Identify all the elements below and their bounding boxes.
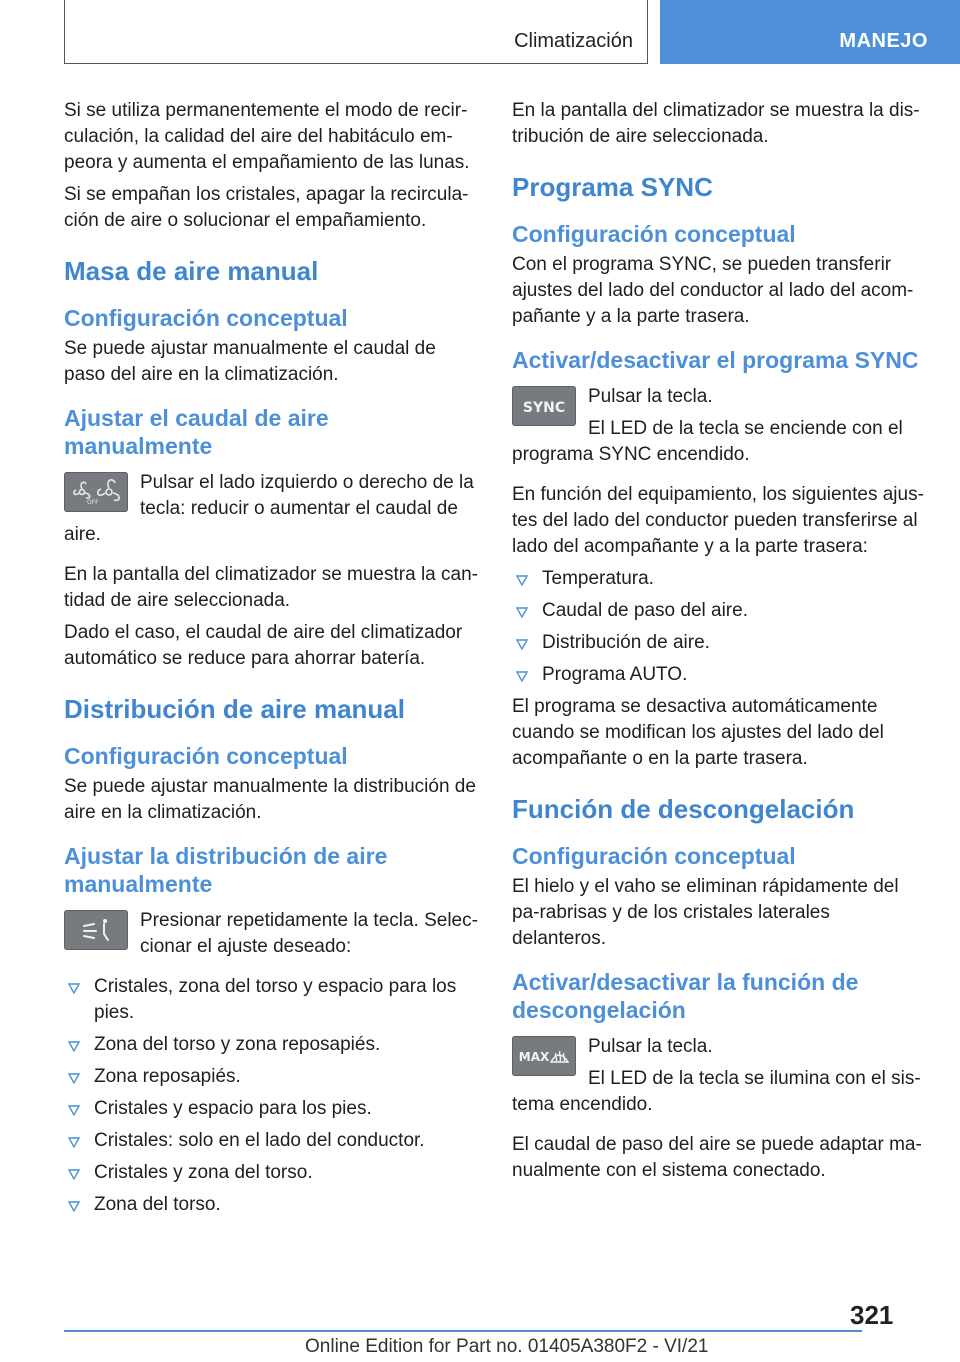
- heading-configuracion-conceptual: Configuración conceptual: [64, 743, 348, 769]
- paragraph: Pulsar el lado izquierdo o derecho de la tecla: reducir o aumentar el caudal de aire.: [64, 472, 474, 545]
- list-item: Cristales: solo en el lado del conductor.: [64, 1128, 478, 1154]
- max-defrost-key-icon: [512, 1036, 576, 1076]
- heading-activar-descongelacion: Activar/desactivar la función de descongelación: [512, 969, 859, 1023]
- paragraph: Se puede ajustar manualmente la distribución de aire en la climatización.: [64, 776, 476, 823]
- triangle-bullet-icon: [68, 1168, 80, 1180]
- paragraph: El caudal de paso del aire se puede adaptar ma-nualmente con el sistema conectado.: [512, 1134, 922, 1181]
- heading-configuracion-conceptual: Configuración conceptual: [512, 843, 796, 869]
- right-column: [512, 98, 928, 1190]
- triangle-bullet-icon: [68, 1136, 80, 1148]
- triangle-bullet-icon: [516, 670, 528, 682]
- paragraph: El LED de la tecla se ilumina con el sis-tema encendido.: [512, 1068, 921, 1115]
- header-chapter-label: MANEJO: [839, 30, 928, 52]
- triangle-bullet-icon: [68, 1072, 80, 1084]
- list-item: Cristales y zona del torso.: [64, 1160, 478, 1186]
- paragraph: Dado el caso, el caudal de aire del climatizador automático se reduce para ahorrar batería.: [64, 622, 463, 669]
- list-item: Zona del torso.: [64, 1192, 478, 1218]
- heading-funcion-descongelacion: Función de descongelación: [512, 794, 855, 824]
- left-column: [64, 98, 478, 1224]
- list-item: Cristales y espacio para los pies.: [64, 1096, 478, 1122]
- triangle-bullet-icon: [68, 1200, 80, 1212]
- paragraph: Pulsar la tecla.: [588, 1036, 713, 1057]
- svg-text:SYNC: SYNC: [522, 400, 566, 416]
- triangle-bullet-icon: [68, 1104, 80, 1116]
- list-item: Cristales, zona del torso y espacio para los pies.: [64, 974, 478, 1026]
- heading-programa-sync: Programa SYNC: [512, 172, 713, 202]
- triangle-bullet-icon: [516, 606, 528, 618]
- list-item: Distribución de aire.: [512, 630, 928, 656]
- page-number: 321: [850, 1300, 894, 1330]
- footer-edition-text: Online Edition for Part no. 01405A380F2 - VI/21: [305, 1336, 709, 1357]
- paragraph: En la pantalla del climatizador se muestra la dis-tribución de aire seleccionada.: [512, 100, 920, 147]
- paragraph: El LED de la tecla se enciende con el programa SYNC encendido.: [512, 418, 903, 465]
- list-item: Caudal de paso del aire.: [512, 598, 928, 624]
- paragraph: Si se empañan los cristales, apagar la recircula-ción de aire o solucionar el empañamiento.: [64, 184, 469, 231]
- footer-divider: [64, 1330, 862, 1332]
- header-section-title: Climatización: [514, 30, 633, 52]
- paragraph: Con el programa SYNC, se pueden transferir ajustes del lado del conductor al lado del acom-pañante y a la parte trasera.: [512, 254, 914, 327]
- paragraph: En función del equipamiento, los siguientes ajus-tes del lado del conductor pueden transferirse al lado del acompañante y a la parte trasera:: [512, 484, 924, 557]
- header-chapter-tab: [660, 0, 960, 64]
- heading-activar-sync: Activar/desactivar el programa SYNC: [512, 347, 919, 373]
- list-item: Zona reposapiés.: [64, 1064, 478, 1090]
- paragraph: Se puede ajustar manualmente el caudal de paso del aire en la climatización.: [64, 338, 436, 385]
- paragraph: Pulsar la tecla.: [588, 386, 713, 407]
- svg-text:OFF: OFF: [87, 499, 99, 506]
- triangle-bullet-icon: [68, 1040, 80, 1052]
- list-item: Programa AUTO.: [512, 662, 928, 688]
- paragraph: Presionar repetidamente la tecla. Selec-cionar el ajuste deseado:: [140, 910, 478, 957]
- heading-ajustar-caudal: Ajustar el caudal de aire manualmente: [64, 405, 329, 459]
- air-distribution-key-icon: [64, 910, 128, 950]
- sync-key-block: [512, 384, 928, 474]
- distribution-options-list: [64, 974, 478, 1218]
- list-item: Temperatura.: [512, 566, 928, 592]
- distribution-key-block: [64, 908, 478, 966]
- paragraph: Si se utiliza permanentemente el modo de recir-culación, la calidad del aire del habitáculo em-peora y aumenta el empañamiento de las lunas.: [64, 100, 470, 173]
- paragraph: El programa se desactiva automáticamente cuando se modifican los ajustes del lado del acompañante o en la parte trasera.: [512, 696, 884, 769]
- paragraph: El hielo y el vaho se eliminan rápidamente del pa-rabrisas y de los cristales laterales delanteros.: [512, 876, 899, 949]
- fan-speed-key-icon: [64, 472, 128, 512]
- max-defrost-key-block: [512, 1034, 928, 1124]
- paragraph: En la pantalla del climatizador se muestra la can-tidad de aire seleccionada.: [64, 564, 478, 611]
- triangle-bullet-icon: [516, 638, 528, 650]
- fan-key-block: [64, 470, 478, 554]
- svg-text:MAX: MAX: [518, 1050, 550, 1064]
- triangle-bullet-icon: [68, 982, 80, 994]
- header-section-box: [64, 0, 648, 64]
- heading-ajustar-distribucion: Ajustar la distribución de aire manualmente: [64, 843, 388, 897]
- sync-key-icon: [512, 386, 576, 426]
- heading-distribucion-aire-manual: Distribución de aire manual: [64, 694, 405, 724]
- sync-transfer-list: [512, 566, 928, 688]
- heading-configuracion-conceptual: Configuración conceptual: [512, 221, 796, 247]
- triangle-bullet-icon: [516, 574, 528, 586]
- heading-configuracion-conceptual: Configuración conceptual: [64, 305, 348, 331]
- list-item: Zona del torso y zona reposapiés.: [64, 1032, 478, 1058]
- heading-masa-aire-manual: Masa de aire manual: [64, 256, 319, 286]
